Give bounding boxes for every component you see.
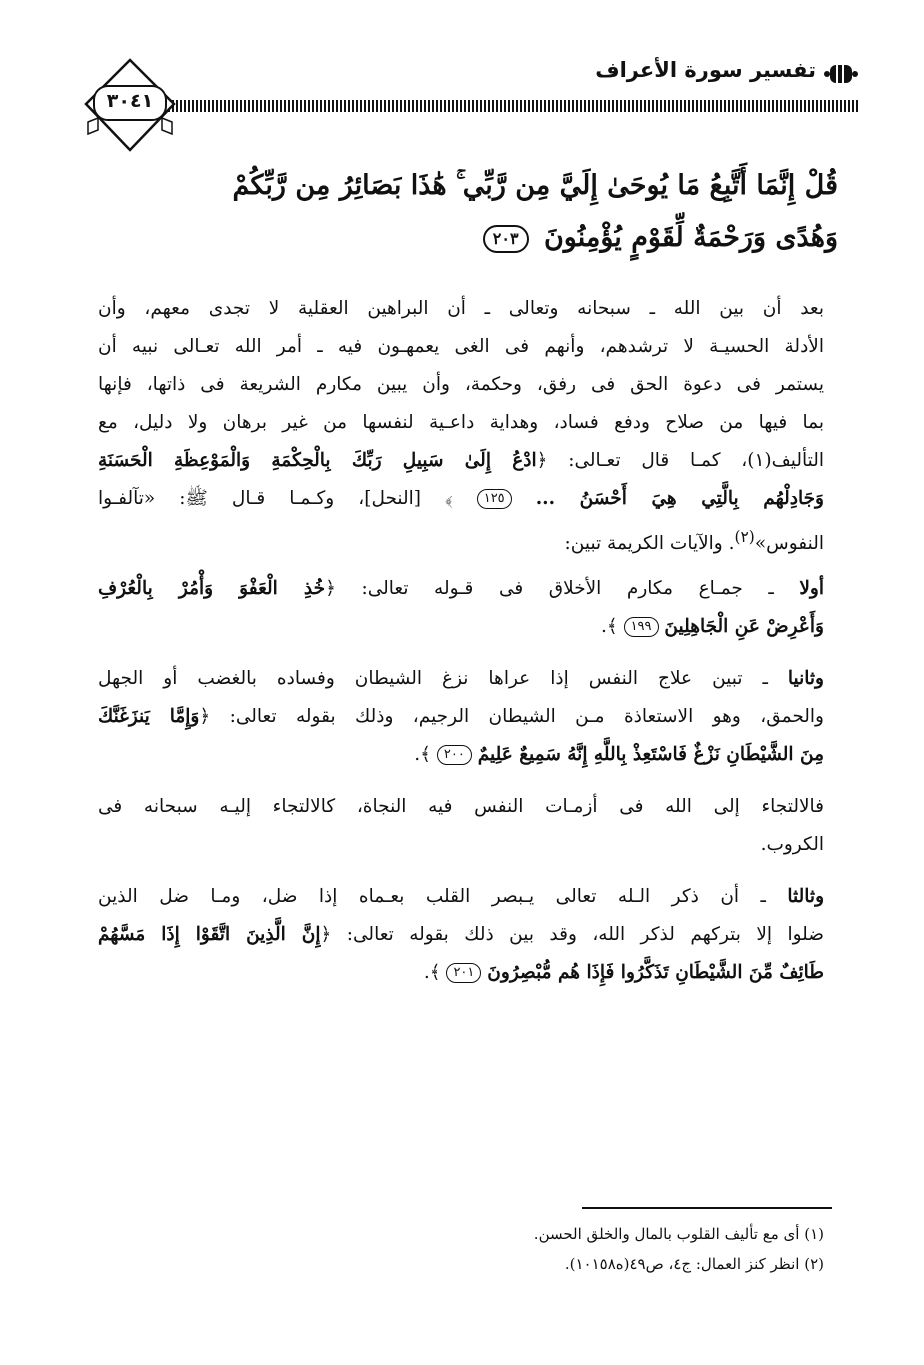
quran-quote: مِنَ الشَّيْطَانِ نَزْغٌ فَاسْتَعِذْ بِاللَّهِ إِنَّهُ سَمِيعٌ عَلِيمٌ: [477, 744, 824, 765]
text-line: [98, 660, 824, 698]
text-span: ضلوا إلا بتركهم لذكر الله، وقد بين ذلك بقوله تعالى: ﴿: [320, 924, 824, 945]
ayah-number-marker: ٢٠٣: [483, 225, 529, 253]
quran-quote: وَجَادِلْهُم بِالَّتِي هِيَ أَحْسَنُ ...: [535, 488, 824, 509]
quran-quote: وَإِمَّا يَنزَغَنَّكَ: [98, 706, 200, 727]
text-line: [98, 736, 824, 774]
text-span: ﴾.: [414, 744, 431, 765]
text-line: [98, 442, 824, 480]
text-span: ـ جمـاع مكارم الأخلاق فى قـوله تعالى: ﴿: [325, 578, 800, 599]
text-line: بما فيها من صلاح ودفع فساد، وهداية داعـية لنفسها من غير برهان ولا دليل، مع: [98, 412, 824, 433]
text-line: [98, 916, 824, 954]
ayah-number-marker: ٢٠١: [446, 963, 481, 983]
text-line: فالالتجاء إلى الله فى أزمـات النفس فيه النجاة، كالالتجاء إليـه سبحانه فى: [98, 796, 824, 817]
point-label: وثانيا: [787, 668, 824, 689]
footnote-2: (٢) انظر كنز العمال: ج٤، ص٤٩(ه١٠١٥٨).: [564, 1255, 824, 1273]
running-header-title: تفسير سورة الأعراف: [595, 58, 816, 82]
text-span: ـ أن ذكر الـله تعالى يـبصر القلب بعـماه إذا ضل، ومـا ضل الذين: [98, 886, 788, 907]
verse-line-1: قُلْ إِنَّمَا أَتَّبِعُ مَا يُوحَىٰ إِلَيَّ مِن رَّبِّي ۚ هَٰذَا بَصَائِرُ مِن رَّبِّكُمْ: [232, 170, 838, 201]
text-span: والحمق، وهو الاستعاذة مـن الشيطان الرجيم، وذلك بقوله تعالى: ﴿: [199, 706, 824, 727]
text-line: بعد أن بين الله ـ سبحانه وتعالى ـ أن البراهين العقلية لا تجدى معهم، وأن: [98, 298, 824, 319]
text-line: يستمر فى دعوة الحق فى رفق، وحكمة، وأن يبين مكارم الشريعة فى ذاتها، فإنها: [98, 374, 824, 395]
text-span: (١)، كمـا قال تعـالى: ﴿: [536, 450, 772, 471]
quran-quote: طَائِفٌ مِّنَ الشَّيْطَانِ تَذَكَّرُوا فَإِذَا هُم مُّبْصِرُونَ: [487, 962, 824, 983]
quran-quote: ادْعُ إِلَىٰ سَبِيلِ رَبِّكَ بِالْحِكْمَةِ وَالْمَوْعِظَةِ الْحَسَنَةِ: [98, 450, 537, 471]
text-span: ـ تبين علاج النفس إذا عراها نزغ الشيطان وفساده بالغضب أو الجهل: [98, 668, 788, 689]
text-line: [98, 878, 824, 916]
quran-quote: إِنَّ الَّذِينَ اتَّقَوْا إِذَا مَسَّهُمْ: [98, 924, 321, 945]
header-ornament-icon: [824, 62, 858, 86]
verse-line-2: [150, 222, 838, 253]
text-span: التأليف: [771, 450, 824, 471]
text-line: [98, 954, 824, 992]
header-rule: [168, 100, 858, 112]
paragraph-second: [98, 660, 824, 774]
text-line: [98, 608, 824, 646]
text-span: ﴾.: [600, 616, 618, 637]
paragraph-third: [98, 788, 824, 864]
paragraph-intro: [98, 290, 824, 556]
point-label: أولا: [799, 578, 824, 599]
page-number: ٣٠٤١: [106, 90, 154, 112]
verse-line-2-text: وَهُدًى وَرَحْمَةٌ لِّقَوْمٍ يُؤْمِنُونَ: [543, 222, 838, 253]
paragraph-first: [98, 570, 824, 646]
footnote-1: (١) أى مع تأليف القلوب بالمال والخلق الحسن.: [533, 1225, 824, 1243]
text-span: ﴾ [النحل]، وكـمـا قـال ﷺ: «تآلفـوا: [98, 488, 453, 509]
text-line: الكروب.: [760, 834, 824, 855]
text-line: [98, 698, 824, 736]
text-line: [98, 480, 824, 518]
commentary-body: [98, 290, 824, 992]
ayah-number-marker: ١٩٩: [624, 617, 659, 637]
text-span: . والآيات الكريمة تبين:: [564, 533, 735, 555]
text-line: [98, 518, 824, 556]
footnote-ref: (٢): [734, 528, 755, 546]
paragraph-fourth: [98, 878, 824, 992]
text-line: الأدلة الحسيـة لا ترشدهم، وأنهم فى الغى يعمهـون فيه ـ أمر الله تعـالى نبيه أن: [98, 336, 824, 357]
text-span: النفوس»: [754, 533, 824, 555]
ayah-number-marker: ٢٠٠: [437, 745, 472, 765]
quran-quote: وَأَعْرِضْ عَنِ الْجَاهِلِينَ: [664, 616, 824, 637]
text-span: ﴾.: [423, 962, 441, 983]
ayah-number-marker: ١٢٥: [477, 489, 512, 509]
quran-quote: خُذِ الْعَفْوَ وَأْمُرْ بِالْعُرْفِ: [98, 578, 326, 599]
text-line: [98, 570, 824, 608]
footnote-rule: [582, 1207, 832, 1209]
point-label: وثالثا: [787, 886, 824, 907]
